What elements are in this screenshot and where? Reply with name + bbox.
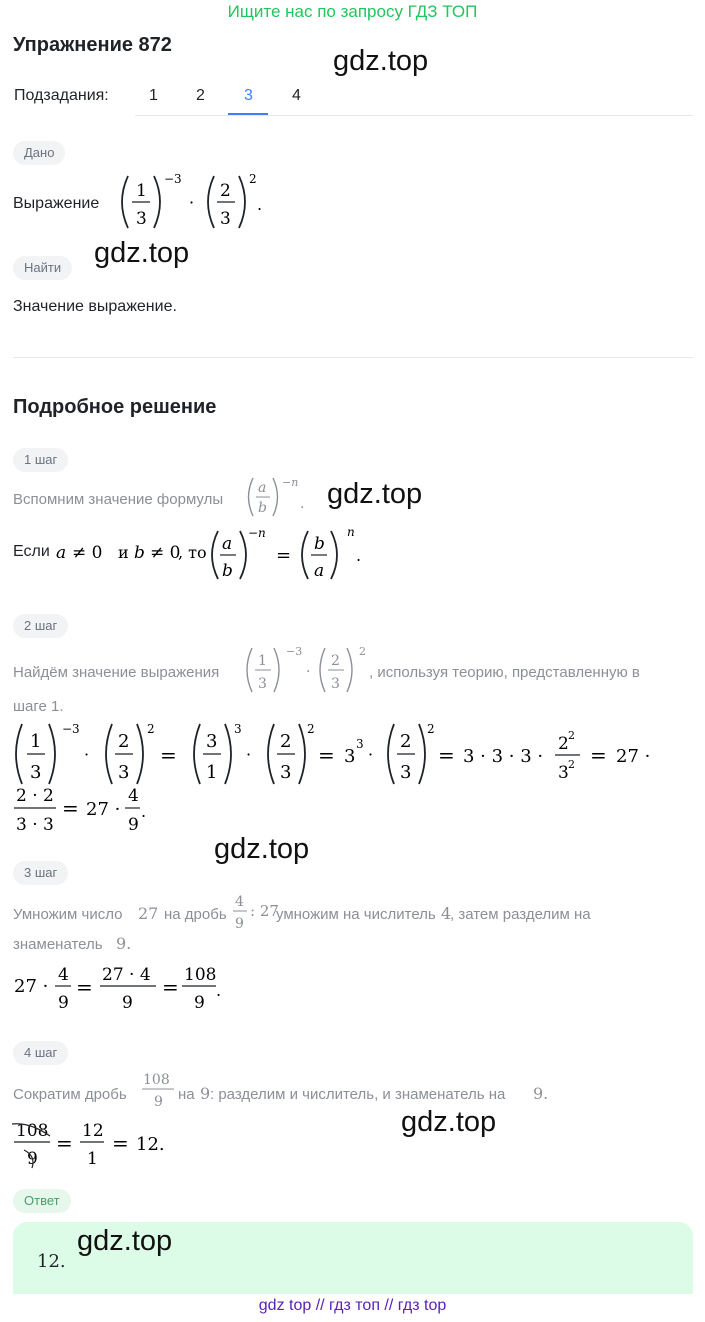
tab-subtask-4[interactable]: 4 bbox=[292, 87, 301, 104]
svg-text:3: 3 bbox=[356, 737, 364, 751]
tab-subtask-1[interactable]: 1 bbox=[149, 87, 158, 104]
svg-text:2: 2 bbox=[331, 653, 340, 669]
svg-text:: 27: : 27 bbox=[250, 902, 279, 920]
given-f2-den: 3 bbox=[220, 209, 231, 229]
svg-text:·: · bbox=[368, 745, 374, 764]
watermark: gdz.top bbox=[77, 1225, 173, 1257]
svg-text:·: · bbox=[84, 745, 90, 764]
search-banner: Ищите нас по запросу ГДЗ ТОП bbox=[227, 2, 478, 21]
svg-text:9: 9 bbox=[194, 993, 205, 1013]
svg-text:3: 3 bbox=[118, 762, 130, 783]
step3-number-9: 9. bbox=[116, 934, 132, 953]
svg-text:3 · 3 · 3 ·: 3 · 3 · 3 · bbox=[463, 746, 544, 767]
svg-text:3: 3 bbox=[331, 676, 340, 692]
step3-line1-b: на дробь bbox=[164, 906, 227, 923]
svg-text:3: 3 bbox=[234, 722, 242, 736]
watermark: gdz.top bbox=[401, 1106, 497, 1138]
svg-text:3: 3 bbox=[206, 731, 218, 752]
svg-text:=: = bbox=[318, 743, 335, 767]
svg-text:n: n bbox=[347, 525, 355, 539]
step2-intro-expression bbox=[242, 640, 370, 698]
svg-text:3: 3 bbox=[400, 762, 412, 783]
svg-text:108: 108 bbox=[16, 1121, 49, 1141]
svg-text:b: b bbox=[314, 534, 325, 554]
svg-text:−n: −n bbox=[248, 526, 266, 540]
svg-text:1: 1 bbox=[258, 653, 267, 669]
svg-text:27 ·: 27 · bbox=[616, 746, 651, 767]
svg-text:9: 9 bbox=[154, 1094, 163, 1110]
svg-text:=: = bbox=[438, 743, 455, 767]
svg-text:27 ·: 27 · bbox=[86, 799, 121, 820]
step3-fraction bbox=[230, 888, 282, 938]
svg-text:=: = bbox=[112, 1131, 129, 1155]
answer-value: 12. bbox=[37, 1251, 66, 1272]
svg-text:3: 3 bbox=[558, 763, 569, 783]
svg-text:.: . bbox=[216, 981, 222, 1000]
svg-text:.: . bbox=[141, 802, 147, 821]
svg-text:108: 108 bbox=[143, 1072, 170, 1088]
footer-links[interactable]: gdz top // гдз топ // гдз top bbox=[258, 1297, 447, 1314]
svg-text:b: b bbox=[258, 500, 267, 516]
solution-title: Подробное решение bbox=[13, 396, 217, 418]
svg-text:a: a bbox=[258, 480, 267, 496]
svg-text:4: 4 bbox=[128, 786, 139, 806]
page-title: Упражнение 872 bbox=[13, 34, 172, 56]
svg-text:·: · bbox=[246, 745, 252, 764]
svg-text:2: 2 bbox=[147, 722, 155, 736]
step2-intro-a: Найдём значение выражения bbox=[13, 664, 220, 681]
svg-text:=: = bbox=[76, 975, 93, 999]
step2-intro-c: шаге 1. bbox=[13, 698, 64, 715]
svg-text:−3: −3 bbox=[286, 645, 303, 658]
step4-line-c: : разделим и числитель, и знаменатель на bbox=[210, 1086, 506, 1103]
active-tab-indicator bbox=[228, 113, 268, 115]
subtasks-label: Подзадания: bbox=[14, 87, 109, 104]
svg-text:.: . bbox=[300, 496, 305, 512]
svg-text:9: 9 bbox=[128, 815, 139, 835]
svg-text:9: 9 bbox=[58, 993, 69, 1013]
step2-intro-b: , используя теорию, представленную в bbox=[369, 664, 640, 681]
svg-text:2: 2 bbox=[359, 645, 366, 658]
svg-text:=: = bbox=[160, 743, 177, 767]
svg-text:2 · 2: 2 · 2 bbox=[16, 786, 54, 806]
svg-text:12: 12 bbox=[82, 1121, 104, 1141]
svg-text:.: . bbox=[257, 195, 263, 214]
svg-text:≠ 0: ≠ 0 bbox=[72, 543, 103, 563]
svg-text:3: 3 bbox=[280, 762, 292, 783]
svg-text:2: 2 bbox=[118, 731, 130, 752]
step3-line1-a: Умножим число bbox=[13, 906, 123, 923]
svg-text:a: a bbox=[56, 543, 67, 563]
svg-text:3: 3 bbox=[258, 676, 267, 692]
svg-text:и: и bbox=[118, 543, 129, 562]
divider bbox=[13, 357, 693, 358]
given-f1-den: 3 bbox=[136, 209, 147, 229]
svg-text:.: . bbox=[356, 546, 362, 565]
svg-text:2: 2 bbox=[427, 722, 435, 736]
svg-text:·: · bbox=[189, 193, 195, 212]
svg-text:3: 3 bbox=[30, 762, 42, 783]
svg-text:3 · 3: 3 · 3 bbox=[16, 815, 54, 835]
step4-pill: 4 шаг bbox=[13, 1041, 68, 1065]
given-f1-num: 1 bbox=[136, 181, 147, 201]
step3-line1-d: , затем разделим на bbox=[450, 906, 591, 923]
svg-text:b: b bbox=[134, 543, 145, 563]
given-pill: Дано bbox=[13, 141, 65, 165]
svg-text:9: 9 bbox=[27, 1149, 38, 1169]
step1-pill: 1 шаг bbox=[13, 448, 68, 472]
watermark: gdz.top bbox=[214, 833, 310, 865]
svg-text:=: = bbox=[56, 1131, 73, 1155]
step1-intro: Вспомним значение формулы bbox=[13, 491, 224, 508]
svg-text:4: 4 bbox=[235, 894, 244, 910]
svg-text:2: 2 bbox=[307, 722, 315, 736]
svg-text:2: 2 bbox=[558, 734, 569, 754]
svg-text:b: b bbox=[222, 561, 233, 581]
tab-subtask-3[interactable]: 3 bbox=[244, 87, 253, 104]
step4-line-b: на bbox=[178, 1086, 195, 1103]
step4-calculation bbox=[10, 1114, 190, 1174]
given-text: Выражение bbox=[13, 195, 100, 212]
svg-text:27 ·: 27 · bbox=[14, 976, 49, 997]
given-f1-exp: −3 bbox=[164, 172, 182, 186]
watermark: gdz.top bbox=[333, 45, 429, 77]
svg-text:=: = bbox=[162, 975, 179, 999]
step3-calculation bbox=[10, 958, 250, 1018]
svg-text:108: 108 bbox=[184, 965, 217, 985]
step1-rule-prefix: Если bbox=[13, 543, 50, 560]
svg-text:2: 2 bbox=[400, 731, 412, 752]
step4-number-9: 9. bbox=[533, 1084, 549, 1103]
step4-fraction bbox=[140, 1066, 180, 1116]
svg-text:, то: , то bbox=[178, 543, 207, 562]
svg-text:−n: −n bbox=[282, 476, 299, 489]
step3-line2: знаменатель bbox=[13, 936, 103, 953]
svg-text:a: a bbox=[222, 534, 233, 554]
svg-text:3: 3 bbox=[344, 746, 356, 767]
svg-text:1: 1 bbox=[30, 731, 42, 752]
svg-text:=: = bbox=[590, 743, 607, 767]
step2-pill: 2 шаг bbox=[13, 614, 68, 638]
answer-pill: Ответ bbox=[13, 1189, 71, 1213]
svg-text:4: 4 bbox=[58, 965, 69, 985]
svg-text:1: 1 bbox=[206, 762, 218, 783]
step3-number-4: 4 bbox=[441, 904, 452, 923]
find-pill: Найти bbox=[13, 256, 72, 280]
watermark: gdz.top bbox=[94, 237, 190, 269]
svg-text:=: = bbox=[276, 545, 292, 566]
watermark: gdz.top bbox=[327, 478, 423, 510]
svg-text:2: 2 bbox=[568, 758, 575, 771]
svg-text:a: a bbox=[314, 561, 325, 581]
given-f2-num: 2 bbox=[220, 181, 231, 201]
step1-formula bbox=[244, 472, 324, 522]
step4-number-9-first: 9 bbox=[200, 1084, 211, 1103]
step2-calculation bbox=[10, 720, 690, 840]
svg-text:−3: −3 bbox=[62, 722, 80, 736]
svg-text:2: 2 bbox=[568, 729, 575, 742]
svg-text:9: 9 bbox=[122, 993, 133, 1013]
tab-subtask-2[interactable]: 2 bbox=[196, 87, 205, 104]
svg-text:·: · bbox=[306, 664, 311, 680]
step3-pill: 3 шаг bbox=[13, 861, 68, 885]
step3-number-27: 27 bbox=[138, 904, 159, 923]
svg-text:=: = bbox=[62, 796, 79, 820]
find-text: Значение выражение. bbox=[13, 298, 177, 315]
step4-line-a: Сократим дробь bbox=[13, 1086, 127, 1103]
svg-text:9: 9 bbox=[235, 916, 244, 932]
step1-rule bbox=[52, 523, 372, 585]
subtask-tabs bbox=[135, 79, 693, 116]
given-f2-exp: 2 bbox=[249, 172, 257, 186]
svg-text:27 · 4: 27 · 4 bbox=[102, 965, 151, 985]
svg-text:≠ 0: ≠ 0 bbox=[150, 543, 181, 563]
svg-text:12.: 12. bbox=[136, 1134, 165, 1155]
given-expression bbox=[116, 166, 276, 238]
svg-text:2: 2 bbox=[280, 731, 292, 752]
step3-line1-c: умножим на числитель bbox=[276, 906, 436, 923]
svg-text:1: 1 bbox=[87, 1149, 98, 1169]
